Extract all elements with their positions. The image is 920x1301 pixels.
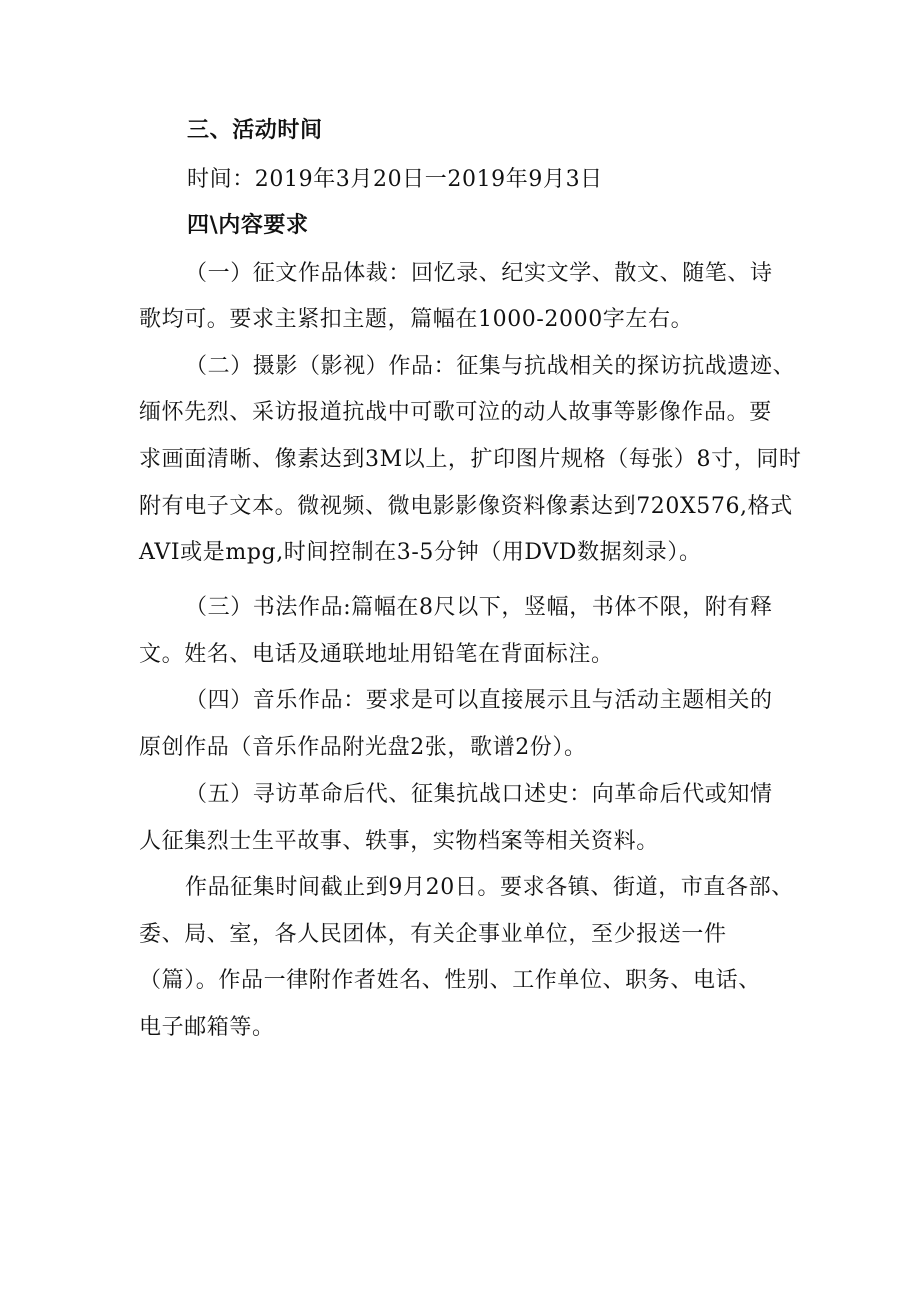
- closing-line-4: 电子邮箱等。: [139, 1015, 275, 1040]
- item2-line-1: （二）摄影（影视）作品：征集与抗战相关的探访抗战遗迹、: [185, 354, 796, 379]
- item5-line-2: 人征集烈士生平故事、轶事，实物档案等相关资料。: [139, 829, 659, 854]
- item2-line-4: 附有电子文本。微视频、微电影影像资料像素达到720X576,格式: [139, 494, 793, 519]
- item2-line-5: AVI或是mpg,时间控制在3-5分钟（用DVD数据刻录）。: [139, 540, 702, 565]
- closing-line-2: 委、局、室，各人民团体，有关企事业单位，至少报送一件: [139, 922, 727, 947]
- item2-line-2: 缅怀先烈、采访报道抗战中可歌可泣的动人故事等影像作品。要: [139, 400, 772, 425]
- section-3-heading: 三、活动时间: [187, 118, 323, 143]
- section-4-heading: 四\内容要求: [187, 213, 309, 238]
- item3-line-1: （三）书法作品:篇幅在8尺以下，竖幅，书体不限，附有释: [185, 595, 773, 620]
- item1-line-1: （一）征文作品体裁：回忆录、纪实文学、散文、随笔、诗: [185, 261, 773, 286]
- item1-line-2: 歌均可。要求主紧扣主题，篇幅在1000-2000字左右。: [139, 307, 694, 332]
- closing-line-1: 作品征集时间截止到9月20日。要求各镇、街道，市直各部、: [185, 875, 794, 900]
- activity-time-line: 时间：2019年3月20日一2019年9月3日: [187, 167, 603, 192]
- item2-line-3: 求画面清晰、像素达到3M以上，扩印图片规格（每张）8寸，同时: [139, 447, 802, 472]
- item4-line-1: （四）音乐作品：要求是可以直接展示且与活动主题相关的: [185, 688, 773, 713]
- closing-line-3: （篇）。作品一律附作者姓名、性别、工作单位、职务、电话、: [139, 968, 761, 993]
- item3-line-2: 文。姓名、电话及通联地址用铅笔在背面标注。: [139, 642, 614, 667]
- item4-line-2: 原创作品（音乐作品附光盘2张，歌谱2份）。: [139, 735, 587, 760]
- item5-line-1: （五）寻访革命后代、征集抗战口述史：向革命后代或知情: [185, 782, 773, 807]
